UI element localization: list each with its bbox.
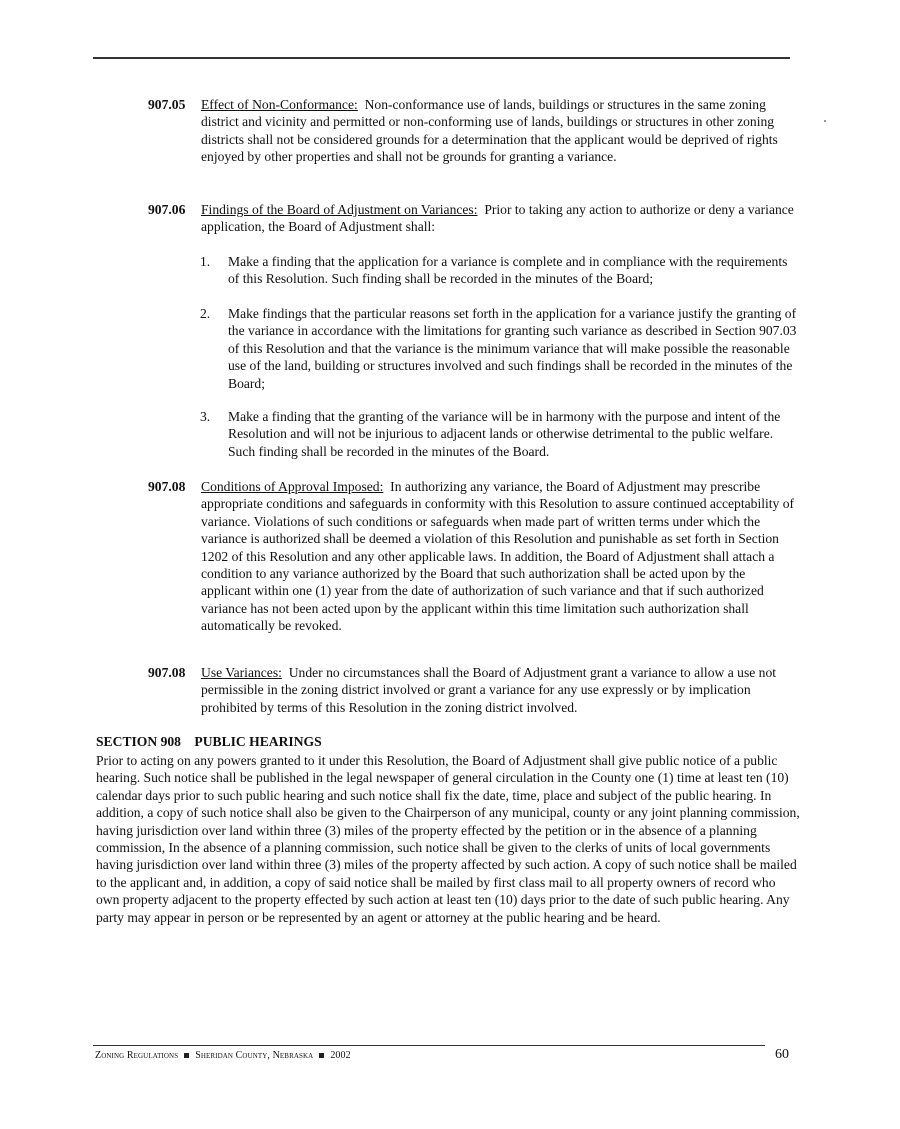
list-item bbox=[200, 253, 800, 288]
list-item bbox=[200, 305, 800, 392]
section-number: 907.08 bbox=[148, 479, 186, 494]
section-heading: Effect of Non-Conformance: bbox=[201, 97, 358, 112]
section-heading: Conditions of Approval Imposed: bbox=[201, 479, 384, 494]
list-item-text: Make a finding that the granting of the variance will be in harmony with the purpose and intent of the Resolution and will not be injurious to adjacent lands or otherwise detrimental to the public welfare. Such finding shall be recorded in the minutes of the Board. bbox=[228, 409, 781, 459]
section-907-08-use-variances bbox=[148, 664, 798, 716]
list-item-number: 1. bbox=[200, 254, 211, 269]
section-text: Non-conformance use of lands, buildings or structures in the same zoning district and vicinity and permitted or non-conforming use of lands, buildings or structures in other zoning districts shall not be considered grounds for a determination that the applicant would be deprived of rights enjoyed by other properties and shall not be grounds for granting a variance. bbox=[201, 97, 778, 165]
scan-speck bbox=[824, 120, 826, 122]
footer-county: Sheridan County, Nebraska bbox=[195, 1050, 314, 1061]
footer bbox=[95, 1050, 351, 1061]
section-title: PUBLIC HEARINGS bbox=[194, 734, 322, 749]
section-number: SECTION 908 bbox=[96, 734, 181, 749]
section-text: In authorizing any variance, the Board of Adjustment may prescribe appropriate conditions and safeguards in conformity with this Resolution to assure continued acceptability of variance. Violations of such conditions or safeguards when made part of written terms under which the variance is authorized shall be deemed a violation of this Resolution and punishable as set forth in Section 1202 of this Resolution and any other applicable laws. In addition, the Board of Adjustment shall attach a condition to any variance authorized by the Board that such authorization shall be acted upon by the applicant within one (1) year from the date of authorization of such variance and that if such authorized variance has not been acted upon by the applicant within this time limitation such authorization shall automatically be revoked. bbox=[201, 479, 795, 634]
section-number: 907.08 bbox=[148, 665, 186, 680]
section-907-06 bbox=[148, 201, 798, 236]
section-heading: Use Variances: bbox=[201, 665, 282, 680]
section-907-08-conditions bbox=[148, 478, 798, 635]
section-heading: Findings of the Board of Adjustment on Variances: bbox=[201, 202, 478, 217]
square-bullet-icon bbox=[319, 1053, 324, 1058]
footer-year: 2002 bbox=[330, 1050, 351, 1061]
square-bullet-icon bbox=[184, 1053, 189, 1058]
list-item-text: Make a finding that the application for a variance is complete and in compliance with the requirements of this Resolution. Such finding shall be recorded in the minutes of the Board; bbox=[228, 254, 788, 287]
list-item-number: 2. bbox=[200, 306, 211, 321]
footer-rule bbox=[93, 1045, 765, 1046]
list-item-text: Make findings that the particular reasons set forth in the application for a variance justify the granting of the variance in accordance with the limitations for granting such variance as described in Section 907.03 of this Resolution and that the variance is the minimum variance that will make possible the reasonable use of the land, building or structures involved and such findings shall be recorded in the minutes of the Board; bbox=[228, 306, 797, 391]
section-number: 907.06 bbox=[148, 202, 186, 217]
page-number: 60 bbox=[775, 1047, 789, 1062]
footer-title: Zoning Regulations bbox=[95, 1050, 179, 1061]
section-number: 907.05 bbox=[148, 97, 186, 112]
list-item-number: 3. bbox=[200, 409, 211, 424]
section-text: Under no circumstances shall the Board of Adjustment grant a variance to allow a use not permissible in the zoning district involved or grant a variance for any use expressly or by implication prohibited by terms of this Resolution in the zoning district involved. bbox=[201, 665, 777, 715]
section-text: Prior to taking any action to authorize or deny a variance application, the Board of Adjustment shall: bbox=[201, 202, 794, 235]
list-item bbox=[200, 408, 800, 460]
section-908-text: Prior to acting on any powers granted to it under this Resolution, the Board of Adjustment shall give public notice of a public hearing. Such notice shall be published in the legal newspaper of general circulation in the County one (1) time at least ten (10) calendar days prior to such public hearing and such notice shall fix the date, time, place and subject of the public hearing. In addition, a copy of such notice shall also be given to the Chairperson of any municipal, county or any joint planning commission, having jurisdiction over land within three (3) miles of the property effected by the petition or in the absence of a planning commission, In the absence of a planning commission, such notice shall be given to the clerks of units of local governments having jurisdiction over land within three (3) miles of the property affected by such action. A copy of such notice shall be mailed to the applicant and, in addition, a copy of said notice shall be mailed by first class mail to all property owners of record who own property adjacent to the property effected by such action at least ten (10) days prior to the date of such public hearing. Any party may appear in person or be represented by an agent or attorney at the public hearing and be heard. bbox=[96, 753, 800, 925]
header-rule bbox=[93, 57, 790, 59]
section-908-heading bbox=[96, 734, 322, 750]
section-907-05 bbox=[148, 96, 798, 166]
